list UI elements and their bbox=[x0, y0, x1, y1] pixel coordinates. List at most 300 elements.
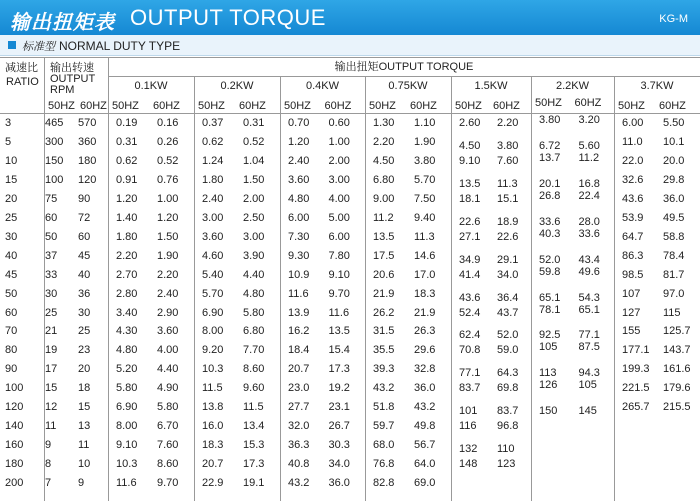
table-cell: 11.2 bbox=[373, 211, 394, 224]
column-rule bbox=[280, 76, 281, 501]
ratio-label-en: RATIO bbox=[6, 76, 39, 88]
table-cell: 26.2 bbox=[373, 306, 395, 319]
table-cell: 59.7 bbox=[373, 420, 395, 433]
table-cell: 2.50 bbox=[243, 211, 265, 224]
title-en: OUTPUT TORQUE bbox=[130, 5, 326, 30]
table-cell: 5.70 bbox=[202, 287, 224, 300]
table-cell: 115 bbox=[663, 306, 681, 319]
table-cell: 9.10 bbox=[328, 268, 350, 281]
hz-60-label: 60HZ bbox=[410, 100, 437, 112]
table-cell: 161.6 bbox=[663, 363, 691, 376]
table-cell: 90 bbox=[5, 363, 18, 376]
table-cell: 13 bbox=[78, 420, 91, 433]
table-cell: 143.7 bbox=[663, 344, 691, 357]
torque-label: 输出扭矩OUTPUT TORQUE bbox=[334, 61, 474, 73]
table-cell: 98.5 bbox=[622, 268, 644, 281]
table-cell: 8.00 bbox=[202, 325, 224, 338]
power-label: 2.2KW bbox=[555, 80, 589, 92]
table-cell: 3.60 bbox=[202, 230, 224, 243]
section-header bbox=[0, 35, 700, 56]
table-cell: 6.90 bbox=[202, 306, 224, 319]
table-cell: 300 bbox=[45, 135, 64, 148]
table-cell: 78.1 bbox=[539, 303, 561, 316]
column-rule bbox=[365, 76, 366, 501]
table-cell: 1.30 bbox=[373, 117, 395, 129]
table-cell: 26.8 bbox=[539, 189, 561, 202]
table-cell: 62.4 bbox=[459, 329, 481, 342]
table-cell: 2.80 bbox=[116, 287, 138, 300]
table-cell: 1.24 bbox=[202, 154, 224, 167]
table-cell: 75 bbox=[45, 192, 58, 205]
table-cell: 11.3 bbox=[497, 177, 518, 190]
table-cell: 5.20 bbox=[116, 363, 138, 376]
square-bullet-icon bbox=[8, 41, 16, 49]
table-cell: 33.6 bbox=[539, 215, 561, 228]
hz-50-label: 50HZ bbox=[535, 97, 562, 109]
hz-60-label: 60HZ bbox=[80, 100, 107, 112]
table-cell: 15.4 bbox=[328, 344, 350, 357]
column-rule bbox=[194, 76, 195, 501]
table-cell: 8.60 bbox=[243, 363, 265, 376]
table-cell: 12 bbox=[45, 401, 58, 414]
table-cell: 1.04 bbox=[243, 154, 265, 167]
table-cell: 13.9 bbox=[288, 306, 310, 319]
table-cell: 9.10 bbox=[116, 439, 138, 452]
table-cell: 22.0 bbox=[622, 154, 644, 167]
type-label-en: NORMAL DUTY TYPE bbox=[59, 39, 181, 53]
table-cell: 0.26 bbox=[157, 135, 179, 148]
table-cell: 179.6 bbox=[663, 382, 691, 395]
table-cell: 1.00 bbox=[157, 192, 179, 205]
table-cell: 16.2 bbox=[288, 325, 310, 338]
table-cell: 113 bbox=[539, 367, 557, 380]
table-cell: 120 bbox=[78, 173, 97, 186]
table-cell: 5 bbox=[5, 135, 12, 148]
table-cell: 0.37 bbox=[202, 117, 224, 129]
table-cell: 36.3 bbox=[288, 439, 310, 452]
table-cell: 45 bbox=[78, 249, 91, 262]
table-cell: 9.30 bbox=[288, 249, 310, 262]
hz-50-label: 50HZ bbox=[369, 100, 396, 112]
table-cell: 150 bbox=[539, 405, 558, 418]
hz-60-label: 60HZ bbox=[574, 97, 602, 109]
table-cell: 0.31 bbox=[243, 117, 265, 129]
table-cell: 0.76 bbox=[157, 173, 179, 186]
table-cell: 10.3 bbox=[116, 458, 138, 471]
power-label: 0.4KW bbox=[305, 80, 339, 92]
table-cell: 7.30 bbox=[288, 230, 310, 243]
table-cell: 43.6 bbox=[459, 291, 481, 304]
table-cell: 15.1 bbox=[497, 192, 519, 205]
table-cell: 6.70 bbox=[157, 420, 179, 433]
table-cell: 21.9 bbox=[373, 287, 395, 300]
table-cell: 36.0 bbox=[328, 477, 350, 490]
table-cell: 126 bbox=[539, 379, 558, 392]
table-cell: 9.60 bbox=[243, 382, 265, 395]
table-cell: 35.5 bbox=[373, 344, 395, 357]
table-cell: 0.31 bbox=[116, 135, 138, 148]
speed-label-en: OUTPUT bbox=[50, 73, 96, 85]
table-cell: 6.00 bbox=[288, 211, 310, 224]
table-cell: 3.40 bbox=[116, 306, 138, 319]
table-cell: 87.5 bbox=[578, 341, 600, 354]
table-cell: 2.00 bbox=[328, 154, 350, 167]
table-cell: 3.80 bbox=[497, 139, 519, 152]
table-cell: 465 bbox=[45, 117, 64, 129]
table-cell: 155 bbox=[622, 325, 641, 338]
table-cell: 18.3 bbox=[414, 287, 436, 300]
table-cell: 123 bbox=[497, 458, 516, 471]
table-cell: 45 bbox=[5, 268, 18, 281]
table-cell: 2.70 bbox=[116, 268, 138, 281]
page-header bbox=[0, 0, 700, 35]
table-cell: 78.4 bbox=[663, 249, 685, 262]
header-rule bbox=[108, 76, 700, 77]
table-cell: 52.4 bbox=[459, 306, 481, 319]
table-cell: 43.2 bbox=[373, 382, 395, 395]
table-cell: 4.50 bbox=[373, 154, 395, 167]
table-cell: 11.6 bbox=[288, 287, 309, 300]
column-rule bbox=[451, 76, 452, 501]
table-cell: 41.4 bbox=[459, 268, 481, 281]
table-cell: 0.91 bbox=[116, 173, 138, 186]
table-cell: 5.40 bbox=[202, 268, 224, 281]
power-label: 0.75KW bbox=[388, 80, 428, 92]
table-cell: 125.7 bbox=[663, 325, 691, 338]
table-cell: 86.3 bbox=[622, 249, 644, 262]
table-cell: 36.0 bbox=[414, 382, 436, 395]
table-cell: 15 bbox=[78, 401, 91, 414]
table-cell: 100 bbox=[45, 173, 64, 186]
table-cell: 0.70 bbox=[288, 117, 310, 129]
hz-50-label: 50HZ bbox=[112, 100, 139, 112]
table-cell: 110 bbox=[497, 443, 515, 456]
table-cell: 1.80 bbox=[202, 173, 224, 186]
table-cell: 68.0 bbox=[373, 439, 395, 452]
table-cell: 7.70 bbox=[243, 344, 265, 357]
table-cell: 6.90 bbox=[116, 401, 138, 414]
table-cell: 9.70 bbox=[328, 287, 350, 300]
table-cell: 127 bbox=[622, 306, 641, 319]
table-cell: 2.90 bbox=[157, 306, 179, 319]
table-cell: 11.3 bbox=[414, 230, 435, 243]
table-cell: 72 bbox=[78, 211, 91, 224]
table-cell: 34.9 bbox=[459, 253, 481, 266]
table-cell: 43.2 bbox=[288, 477, 310, 490]
table-cell: 11.2 bbox=[578, 151, 600, 164]
table-cell: 5.50 bbox=[663, 117, 685, 129]
table-cell: 33.6 bbox=[578, 227, 600, 240]
table-cell: 10.9 bbox=[288, 268, 310, 281]
table-cell: 4.80 bbox=[116, 344, 138, 357]
table-cell: 10.1 bbox=[663, 135, 685, 148]
table-cell: 4.80 bbox=[243, 287, 265, 300]
table-cell: 4.00 bbox=[328, 192, 350, 205]
model-code: KG-M bbox=[659, 13, 688, 25]
table-cell: 9 bbox=[78, 477, 85, 490]
ratio-label-cn: 减速比 bbox=[5, 62, 38, 74]
table-cell: 14.6 bbox=[414, 249, 436, 262]
table-cell: 43.2 bbox=[414, 401, 436, 414]
table-cell: 6.00 bbox=[622, 117, 644, 129]
table-cell: 2.20 bbox=[157, 268, 179, 281]
table-cell: 5.80 bbox=[243, 306, 265, 319]
table-cell: 17.3 bbox=[328, 363, 350, 376]
table-cell: 1.10 bbox=[414, 117, 436, 129]
table-cell: 3.60 bbox=[288, 173, 310, 186]
table-cell: 1.50 bbox=[157, 230, 179, 243]
hz-60-label: 60HZ bbox=[239, 100, 266, 112]
table-cell: 9.00 bbox=[373, 192, 395, 205]
table-cell: 80 bbox=[5, 344, 18, 357]
table-cell: 145 bbox=[578, 405, 597, 418]
table-cell: 9.40 bbox=[414, 211, 436, 224]
type-label-cn: 标准型 bbox=[22, 40, 55, 53]
table-cell: 20.0 bbox=[663, 154, 685, 167]
table-cell: 8 bbox=[45, 458, 52, 471]
table-cell: 1.40 bbox=[116, 211, 138, 224]
table-cell: 83.7 bbox=[497, 405, 519, 418]
table-cell: 5.00 bbox=[328, 211, 350, 224]
column-rule bbox=[614, 76, 615, 501]
table-cell: 4.80 bbox=[288, 192, 310, 205]
power-label: 0.2KW bbox=[220, 80, 254, 92]
table-cell: 11.5 bbox=[202, 382, 223, 395]
table-cell: 18.1 bbox=[459, 192, 481, 205]
table-cell: 70 bbox=[5, 325, 18, 338]
table-cell: 7 bbox=[45, 477, 52, 490]
title-cn: 输出扭矩表 bbox=[10, 10, 115, 34]
table-cell: 23.1 bbox=[328, 401, 350, 414]
table-cell: 49.8 bbox=[414, 420, 436, 433]
table-cell: 3.00 bbox=[202, 211, 224, 224]
table-cell: 30.3 bbox=[328, 439, 350, 452]
table-cell: 36 bbox=[78, 287, 91, 300]
table-cell: 31.5 bbox=[373, 325, 395, 338]
table-cell: 76.8 bbox=[373, 458, 395, 471]
table-cell: 100 bbox=[5, 382, 24, 395]
table-cell: 32.0 bbox=[288, 420, 310, 433]
table-cell: 2.20 bbox=[116, 249, 138, 262]
table-cell: 13.5 bbox=[328, 325, 350, 338]
table-cell: 20.7 bbox=[202, 458, 224, 471]
table-cell: 49.5 bbox=[663, 211, 685, 224]
table-cell: 49.6 bbox=[578, 265, 600, 278]
table-cell: 265.7 bbox=[622, 401, 650, 414]
table-cell: 177.1 bbox=[622, 344, 650, 357]
table-cell: 3.90 bbox=[243, 249, 265, 262]
table-cell: 17 bbox=[45, 363, 58, 376]
table-cell: 5.80 bbox=[157, 401, 179, 414]
table-cell: 83.7 bbox=[459, 382, 481, 395]
header-rule bbox=[0, 57, 700, 58]
table-cell: 221.5 bbox=[622, 382, 650, 395]
table-cell: 39.3 bbox=[373, 363, 395, 376]
table-cell: 29.6 bbox=[414, 344, 436, 357]
table-cell: 1.90 bbox=[157, 249, 179, 262]
table-cell: 28.0 bbox=[578, 215, 600, 228]
table-cell: 33 bbox=[45, 268, 58, 281]
table-cell: 59.0 bbox=[497, 344, 519, 357]
table-cell: 4.40 bbox=[243, 268, 265, 281]
table-cell: 70.8 bbox=[459, 344, 481, 357]
table-cell: 3.60 bbox=[157, 325, 179, 338]
table-cell: 10.3 bbox=[202, 363, 224, 376]
table-cell: 20.1 bbox=[539, 177, 561, 190]
table-cell: 2.60 bbox=[459, 117, 481, 129]
table-cell: 9.20 bbox=[202, 344, 224, 357]
table-cell: 13.5 bbox=[373, 230, 395, 243]
table-cell: 94.3 bbox=[578, 367, 600, 380]
table-cell: 2.20 bbox=[497, 117, 519, 129]
table-cell: 3.80 bbox=[414, 154, 436, 167]
table-cell: 105 bbox=[578, 379, 597, 392]
table-cell: 64.0 bbox=[414, 458, 436, 471]
table-cell: 65.1 bbox=[539, 291, 561, 304]
table-cell: 5.80 bbox=[116, 382, 138, 395]
table-cell: 3.20 bbox=[578, 114, 600, 126]
table-cell: 13.4 bbox=[243, 420, 265, 433]
table-cell: 17.5 bbox=[373, 249, 395, 262]
table-cell: 101 bbox=[459, 405, 478, 418]
table-cell: 11.6 bbox=[116, 477, 137, 490]
table-cell: 64.3 bbox=[497, 367, 519, 380]
table-cell: 43.4 bbox=[578, 253, 600, 266]
table-cell: 30 bbox=[45, 287, 58, 300]
table-cell: 2.40 bbox=[288, 154, 310, 167]
table-cell: 1.20 bbox=[288, 135, 310, 148]
table-cell: 64.7 bbox=[622, 230, 644, 243]
hz-60-label: 60HZ bbox=[659, 100, 686, 112]
table-cell: 11.0 bbox=[622, 135, 643, 148]
table-cell: 65.1 bbox=[578, 303, 600, 316]
table-cell: 0.60 bbox=[328, 117, 350, 129]
table-cell: 19 bbox=[45, 344, 58, 357]
table-cell: 23 bbox=[78, 344, 91, 357]
table-cell: 120 bbox=[5, 401, 24, 414]
table-cell: 50 bbox=[5, 287, 18, 300]
column-rule bbox=[108, 57, 109, 501]
table-cell: 34.0 bbox=[328, 458, 350, 471]
table-cell: 20.6 bbox=[373, 268, 395, 281]
table-cell: 7.50 bbox=[414, 192, 436, 205]
table-cell: 1.80 bbox=[116, 230, 138, 243]
table-cell: 9 bbox=[45, 439, 52, 452]
power-label: 1.5KW bbox=[474, 80, 508, 92]
table-cell: 180 bbox=[78, 154, 97, 167]
table-cell: 1.00 bbox=[328, 135, 350, 148]
table-cell: 16.0 bbox=[202, 420, 224, 433]
table-cell: 27.7 bbox=[288, 401, 310, 414]
table-cell: 132 bbox=[459, 443, 478, 456]
table-cell: 19.2 bbox=[328, 382, 350, 395]
table-cell: 4.40 bbox=[157, 363, 179, 376]
table-cell: 15 bbox=[45, 382, 58, 395]
table-cell: 97.0 bbox=[663, 287, 685, 300]
table-cell: 160 bbox=[5, 439, 24, 452]
table-cell: 105 bbox=[539, 341, 558, 354]
table-cell: 32.6 bbox=[622, 173, 644, 186]
hz-60-label: 60HZ bbox=[493, 100, 520, 112]
table-cell: 2.00 bbox=[243, 192, 265, 205]
table-cell: 22.9 bbox=[202, 477, 224, 490]
table-cell: 40 bbox=[5, 249, 18, 262]
table-cell: 32.8 bbox=[414, 363, 436, 376]
table-cell: 9.10 bbox=[459, 154, 481, 167]
hz-60-label: 60HZ bbox=[324, 100, 352, 112]
table-cell: 13.5 bbox=[459, 177, 481, 190]
hz-60-label: 60HZ bbox=[153, 100, 180, 112]
table-cell: 13.7 bbox=[539, 151, 561, 164]
table-cell: 60 bbox=[5, 306, 18, 319]
table-cell: 11 bbox=[78, 439, 90, 452]
table-cell: 2.20 bbox=[373, 135, 395, 148]
table-cell: 54.3 bbox=[578, 291, 600, 304]
table-cell: 13.8 bbox=[202, 401, 224, 414]
table-cell: 40.8 bbox=[288, 458, 310, 471]
table-cell: 360 bbox=[78, 135, 97, 148]
section-title bbox=[22, 38, 180, 54]
table-cell: 81.7 bbox=[663, 268, 685, 281]
table-cell: 7.60 bbox=[497, 154, 519, 167]
table-cell: 11.6 bbox=[328, 306, 350, 319]
speed-label-rpm: RPM bbox=[50, 84, 75, 96]
table-cell: 90 bbox=[78, 192, 91, 205]
table-cell: 26.3 bbox=[414, 325, 436, 338]
table-cell: 215.5 bbox=[663, 401, 691, 414]
table-cell: 30 bbox=[5, 230, 18, 243]
table-cell: 0.62 bbox=[116, 154, 138, 167]
table-cell: 40 bbox=[78, 268, 91, 281]
table-cell: 0.19 bbox=[116, 117, 138, 129]
table-cell: 1.20 bbox=[157, 211, 179, 224]
table-cell: 20 bbox=[78, 363, 91, 376]
table-cell: 59.8 bbox=[539, 265, 561, 278]
table-cell: 36.4 bbox=[497, 291, 519, 304]
table-cell: 53.9 bbox=[622, 211, 644, 224]
table-cell: 3 bbox=[5, 117, 12, 129]
table-cell: 37 bbox=[45, 249, 58, 262]
table-cell: 7.80 bbox=[328, 249, 350, 262]
table-cell: 43.7 bbox=[497, 306, 519, 319]
table-cell: 40.3 bbox=[539, 227, 561, 240]
table-cell: 20.7 bbox=[288, 363, 310, 376]
table-cell: 0.62 bbox=[202, 135, 224, 148]
table-cell: 4.00 bbox=[157, 344, 179, 357]
table-cell: 15.3 bbox=[243, 439, 265, 452]
table-cell: 20 bbox=[5, 192, 18, 205]
table-cell: 58.8 bbox=[663, 230, 685, 243]
table-cell: 5.70 bbox=[414, 173, 436, 186]
table-cell: 92.5 bbox=[539, 329, 561, 342]
table-cell: 5.60 bbox=[578, 139, 600, 152]
table-cell: 11.5 bbox=[243, 401, 264, 414]
power-label: 0.1KW bbox=[134, 80, 168, 92]
table-cell: 69.0 bbox=[414, 477, 436, 490]
table-cell: 18.9 bbox=[497, 215, 519, 228]
table-cell: 107 bbox=[622, 287, 641, 300]
table-cell: 17.0 bbox=[414, 268, 436, 281]
table-cell: 6.80 bbox=[373, 173, 395, 186]
table-cell: 2.40 bbox=[157, 287, 179, 300]
table-cell: 8.60 bbox=[157, 458, 179, 471]
hz-50-label: 50HZ bbox=[284, 100, 311, 112]
table-cell: 3.00 bbox=[243, 230, 265, 243]
table-cell: 22.6 bbox=[497, 230, 519, 243]
hz-50-label: 50HZ bbox=[618, 100, 645, 112]
table-cell: 25 bbox=[45, 306, 58, 319]
power-label: 3.7KW bbox=[640, 80, 674, 92]
